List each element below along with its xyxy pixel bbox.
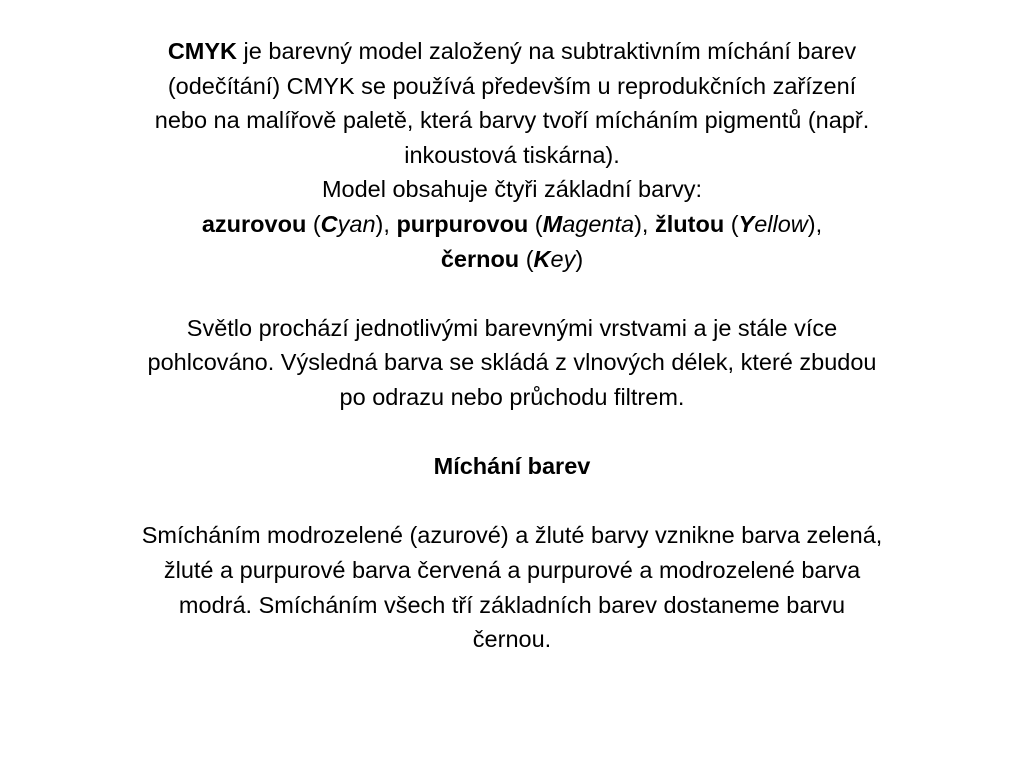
spacer [0, 276, 1024, 311]
light-line-1: Světlo prochází jednotlivými barevnými vrstvami a je stále více [186, 314, 838, 341]
cmyk-term: CMYK [167, 38, 238, 64]
spacer [0, 484, 1024, 519]
section-heading [0, 449, 1024, 484]
intro-line-1: CMYK je barevný model založený na subtraktivním míchání barev [167, 38, 857, 64]
mixing-line-2: žluté a purpurové barva červená a purpurové a modrozelené barva [163, 556, 861, 583]
intro-paragraph [0, 34, 1024, 276]
intro-line-2: (odečítání) CMYK se používá především u reprodukčních zařízení [167, 72, 857, 99]
color-name-yellow: žlutou [655, 210, 725, 237]
color-name-magenta: purpurovou [396, 210, 529, 237]
color-list-line-2: černou (Key) [440, 245, 584, 272]
slide-content [0, 34, 1024, 657]
intro-line-5: Model obsahuje čtyři základní barvy: [321, 176, 703, 203]
intro-line-3: nebo na malířově paletě, která barvy tvoří mícháním pigmentů (např. [154, 107, 870, 134]
color-name-key: černou [440, 245, 520, 272]
color-list-line-1: azurovou (Cyan), purpurovou (Magenta), žlutou (Yellow), [201, 210, 823, 237]
mixing-line-4: černou. [472, 626, 552, 653]
color-name-cyan: azurovou [201, 210, 307, 237]
light-paragraph [0, 311, 1024, 415]
mixing-paragraph [0, 518, 1024, 656]
color-initial-k: K [533, 245, 551, 272]
intro-line-4: inkoustová tiskárna). [404, 141, 620, 168]
light-line-2: pohlcováno. Výsledná barva se skládá z vlnových délek, které zbudou [147, 349, 877, 376]
light-line-3: po odrazu nebo průchodu filtrem. [339, 383, 685, 410]
color-initial-m: M [542, 210, 563, 237]
color-initial-c: C [320, 210, 338, 237]
color-initial-y: Y [738, 210, 755, 237]
spacer [0, 415, 1024, 450]
mixing-line-3: modrá. Smícháním všech tří základních barev dostaneme barvu [178, 591, 846, 618]
mixing-line-1: Smícháním modrozelené (azurové) a žluté barvy vznikne barva zelená, [141, 522, 883, 549]
mixing-heading: Míchání barev [433, 453, 591, 480]
